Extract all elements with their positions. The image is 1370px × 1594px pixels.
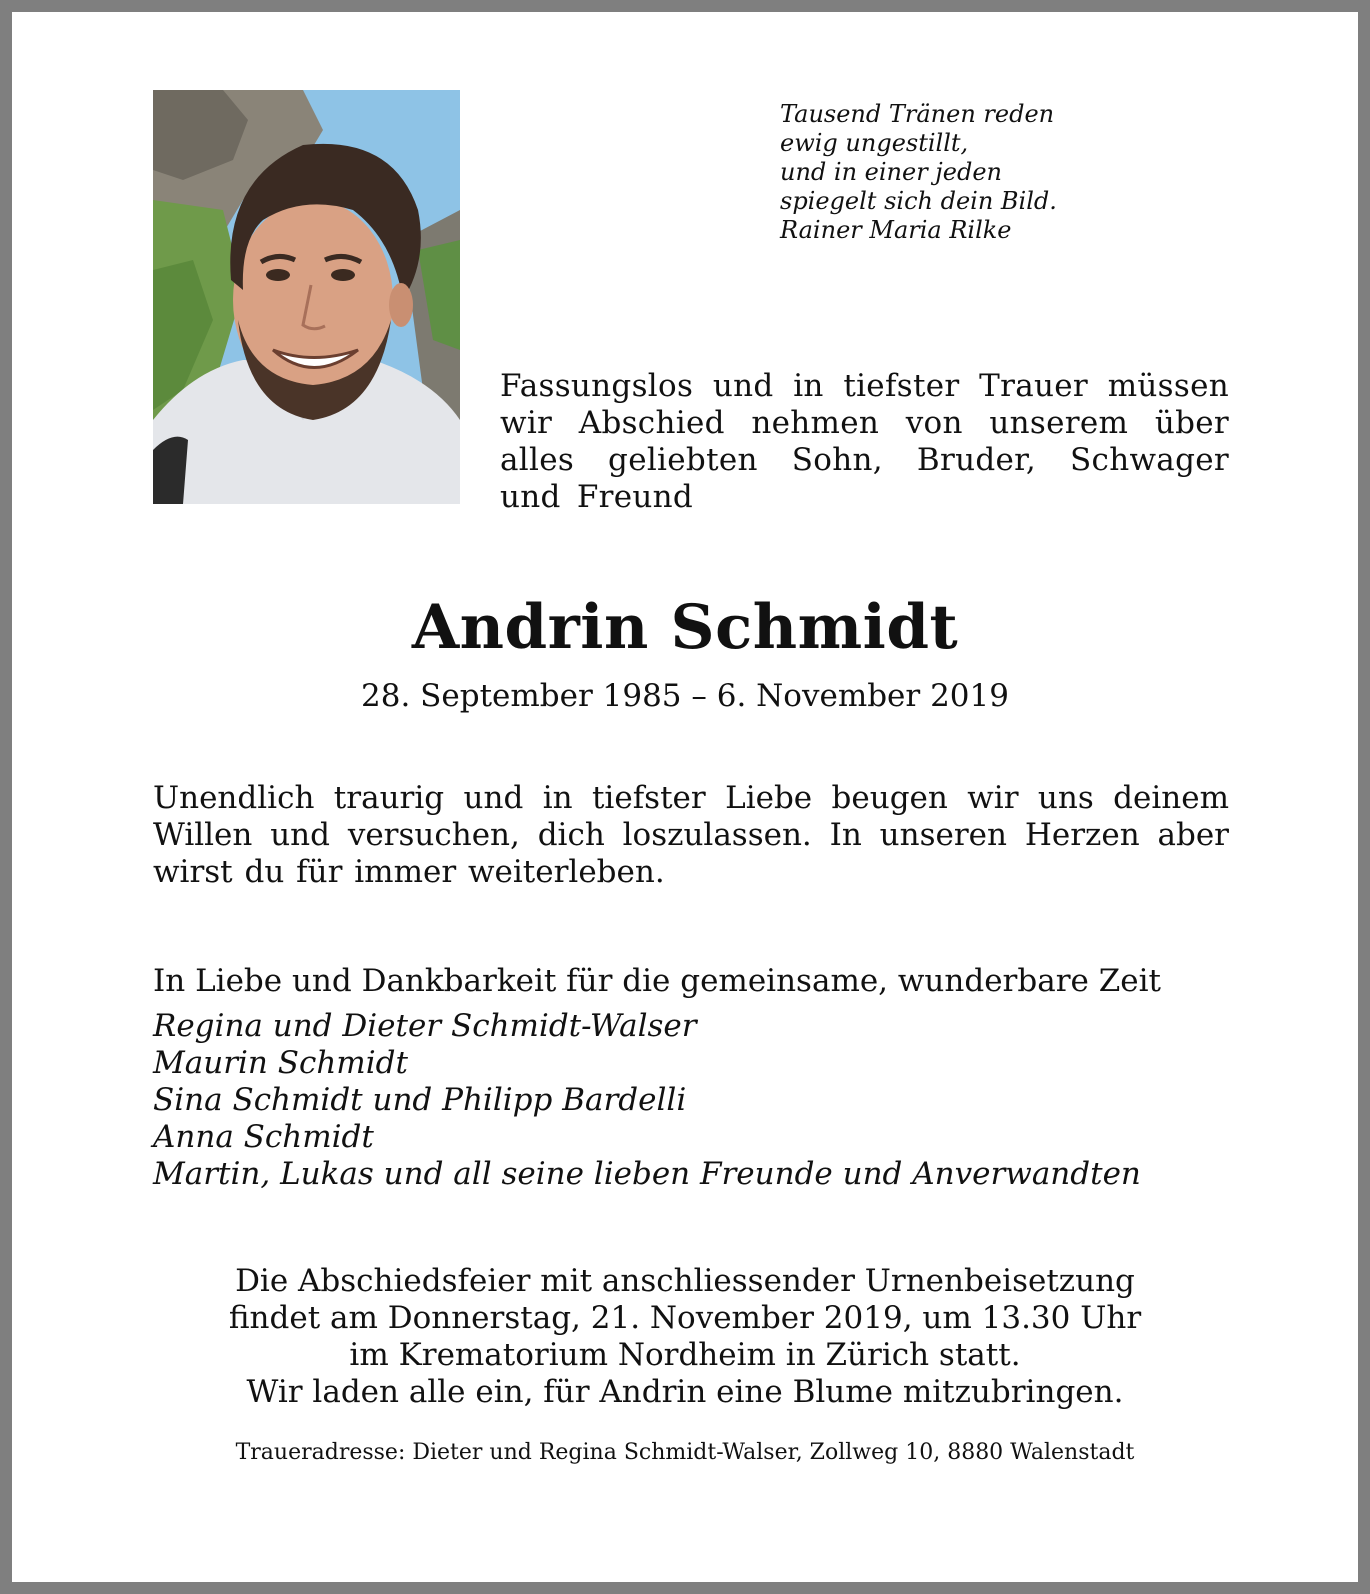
ceremony-line: Wir laden alle ein, für Andrin eine Blume mitzubringen. [246,1374,1124,1410]
rilke-quote [780,100,1140,245]
mourner-entry: Regina und Dieter Schmidt-Walser [153,1008,697,1044]
intro-text: Fassungslos und in tiefster Trauer müssen wir Abschied nehmen von unserem über alles geliebten Sohn, Bruder, Schwager und Freund [500,368,1229,515]
mourners-list [153,1008,1253,1193]
ceremony-line: im Krematorium Nordheim in Zürich statt. [349,1337,1021,1373]
deceased-name: Andrin Schmidt [411,592,959,663]
mourner-entry: Maurin Schmidt [153,1045,408,1081]
obituary-page [12,12,1358,1582]
quote-line: ewig ungestillt, [780,129,969,157]
mourner-entry: Sina Schmidt und Philipp Bardelli [153,1082,687,1118]
quote-author: Rainer Maria Rilke [780,216,1012,244]
ceremony-info [12,1263,1358,1411]
ceremony-line: Die Abschiedsfeier mit anschliessender Urnenbeisetzung [235,1263,1135,1299]
mourning-address: Traueradresse: Dieter und Regina Schmidt-Walser, Zollweg 10, 8880 Walenstadt [235,1440,1135,1465]
portrait-photo [153,90,460,504]
mourner-entry: Anna Schmidt [153,1119,374,1155]
quote-line: spiegelt sich dein Bild. [780,187,1057,215]
quote-line: und in einer jeden [780,158,1002,186]
mourner-entry: Martin, Lukas und all seine lieben Freunde und Anverwandten [153,1156,1141,1192]
thanks-line: In Liebe und Dankbarkeit für die gemeinsame, wunderbare Zeit [153,963,1161,999]
farewell-paragraph: Unendlich traurig und in tiefster Liebe beugen wir uns deinem Willen und versuchen, dich loszulassen. In unseren Herzen aber wirst du für immer weiterleben. [153,780,1229,890]
life-dates: 28. September 1985 – 6. November 2019 [361,678,1009,714]
portrait-illustration [153,90,460,504]
quote-line: Tausend Tränen reden [780,100,1055,128]
ceremony-line: findet am Donnerstag, 21. November 2019, um 13.30 Uhr [228,1300,1142,1336]
